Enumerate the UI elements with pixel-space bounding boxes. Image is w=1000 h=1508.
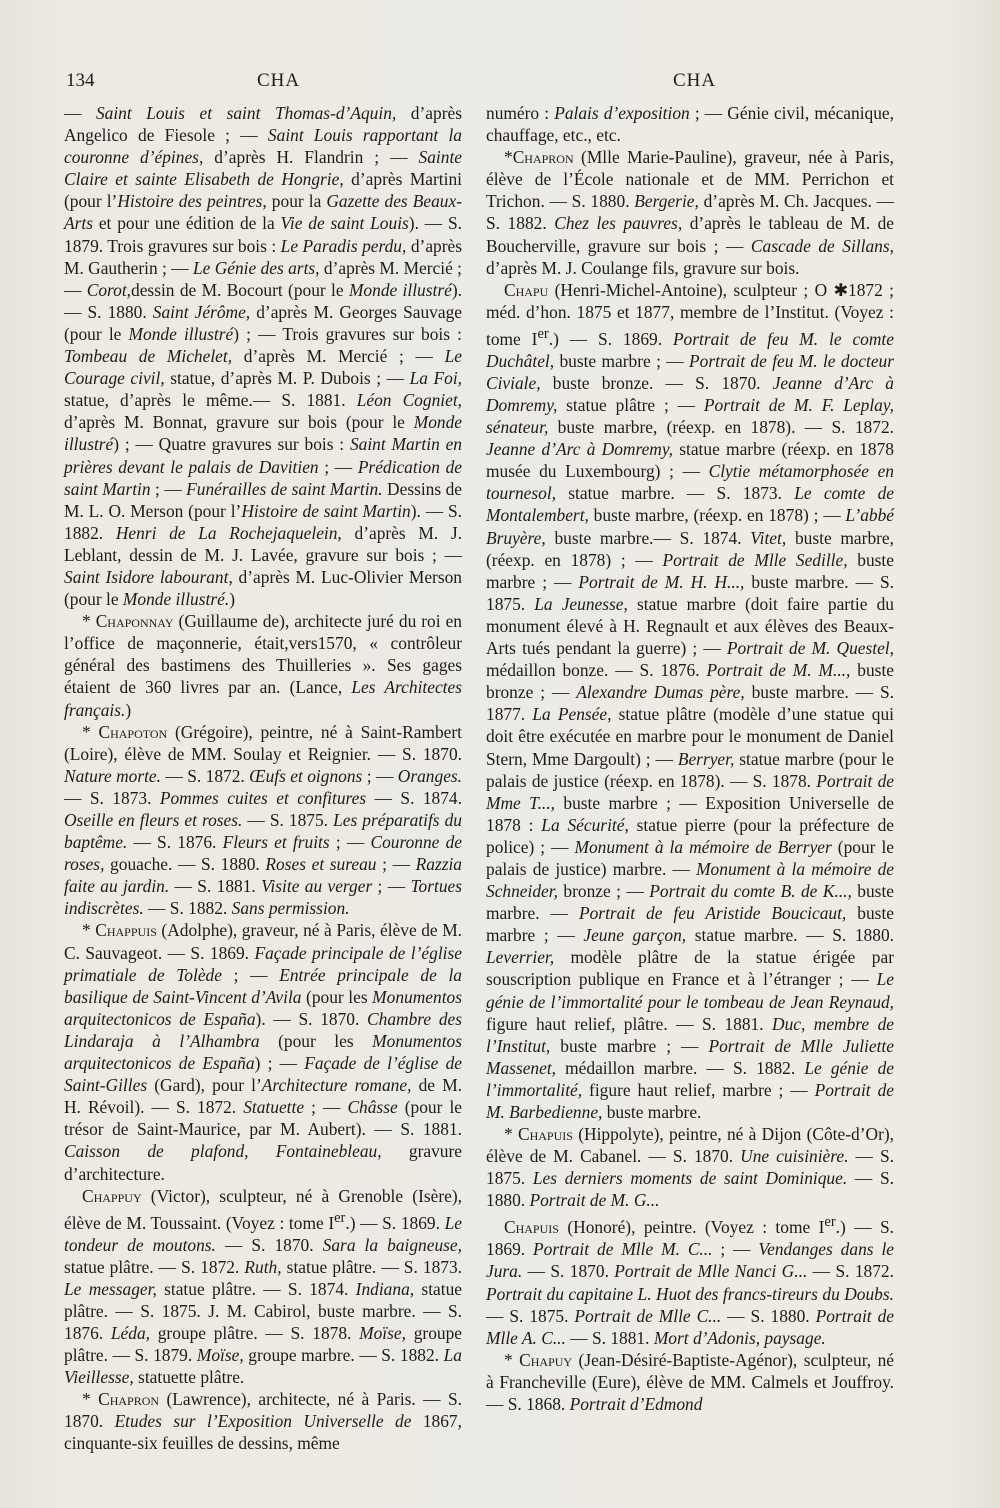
entry-paragraph: Chapu (Henri-Michel-Antoine), sculpteur ; O ✱1872 ; méd. d’hon. 1875 et 1877, membre de l’Institut. (Voyez : tome Ier.) — S. 1869. Portrait de feu M. le comte Duchâtel, buste marbre ; — Portrait de feu M. le docteur Civiale, buste bronze. — S. 1870. Jeanne d’Arc à Domremy, statue plâtre ; — Portrait de M. F. Leplay, sénateur, buste marbre, (réexp. en 1878). — S. 1872. Jeanne d’Arc à Domremy, statue marbre (réexp. en 1878 musée du Luxembourg) ; — Clytie métamorphosée en tournesol, statue marbre. — S. 1873. Le comte de Montalembert, buste marbre, (réexp. en 1878) ; — L’abbé Bruyère, buste marbre.— S. 1874. Vitet, buste marbre, (réexp. en 1878) ; — Portrait de Mlle Sedille, buste marbre ; — Portrait de M. H. H..., buste marbre. — S. 1875. La Jeunesse, statue marbre (doit faire partie du monument élevé à H. Regnault et aux élèves des Beaux-Arts tués pendant la guerre) ; — Portrait de M. Questel, médaillon bonze. — S. 1876. Portrait de M. M..., buste bronze ; — Alexandre Dumas père, buste marbre. — S. 1877. La Pensée, statue plâtre (modèle d’une statue qui doit être exécutée en marbre pour le monument de Daniel Stern, Mme Dargoult) ; — Berryer, statue marbre (pour le palais de justice (réexp. en 1878). — S. 1878. Portrait de Mme T..., buste marbre ; — Exposition Universelle de 1878 : La Sécurité, statue pierre (pour la préfecture de police) ; — Monument à la mémoire de Berryer (pour le palais de justice) marbre. — Monument à la mémoire de Schneider, bronze ; — Portrait du comte B. de K..., buste marbre. — Portrait de feu Aristide Boucicaut, buste marbre ; — Jeune garçon, statue marbre. — S. 1880. Leverrier, modèle plâtre de la statue érigée par souscription publique en France et à l’étranger ; — Le génie de l’immortalité pour le tombeau de Jean Reynaud, figure haut relief, plâtre. — S. 1881. Duc, membre de l’Institut, buste marbre ; — Portrait de Mlle Juliette Massenet, médaillon marbre. — S. 1882. Le génie de l’immortalité, figure haut relief, marbre ; — Portrait de M. Barbedienne, buste marbre. [486, 279, 895, 1123]
entry-paragraph: * Chapuy (Jean-Désiré-Baptiste-Agénor), sculpteur, né à Francheville (Eure), élève de MM. Calmels et Jouffroy. — S. 1868. Portrait d’Edmond [486, 1349, 894, 1415]
entry-paragraph: — Saint Louis et saint Thomas-d’Aquin, d’après Angelico de Fiesole ; — Saint Louis rapportant la couronne d’épines, d’après H. Flandrin ; — Sainte Claire et sainte Elisabeth de Hongrie, d’après Martini (pour l’Histoire des peintres, pour la Gazette des Beaux-Arts et pour une édition de la Vie de saint Louis). — S. 1879. Trois gravures sur bois : Le Paradis perdu, d’après M. Gautherin ; — Le Génie des arts, d’après M. Mercié ; — Corot,dessin de M. Bocourt (pour le Monde illustré). — S. 1880. Saint Jérôme, d’après M. Georges Sauvage (pour le Monde illustré) ; — Trois gravures sur bois : Tombeau de Michelet, d’après M. Mercié ; — Le Courage civil, statue, d’après M. P. Dubois ; — La Foi, statue, d’après le même.— S. 1881. Léon Cogniet, d’après M. Bonnat, gravure sur bois (pour le Monde illustré) ; — Quatre gravures sur bois : Saint Martin en prières devant le palais de Davitien ; — Prédication de saint Martin ; — Funérailles de saint Martin. Dessins de M. L. O. Merson (pour l’Histoire de saint Martin). — S. 1882. Henri de La Rochejaquelein, d’après M. J. Leblant, dessin de M. J. Lavée, gravure sur bois ; — Saint Isidore labourant, d’après M. Luc-Olivier Merson (pour le Monde illustré.) [64, 103, 463, 610]
running-head [66, 70, 956, 98]
entry-paragraph: * Chappuis (Adolphe), graveur, né à Paris, élève de M. C. Sauvageot. — S. 1869. Façade principale de l’église primatiale de Tolède ; — Entrée principale de la basilique de Saint-Vincent d’Avila (pour les Monumentos arquitectonicos de España). — S. 1870. Chambre des Lindaraja à l’Alhambra (pour les Monumentos arquitectonicos de España) ; — Façade de l’église de Saint-Gilles (Gard), pour l’Architecture romane, de M. H. Révoil). — S. 1872. Statuette ; — Châsse (pour le trésor de Saint-Maurice, par M. Aubert). — S. 1881. Caisson de plafond, Fontainebleau, gravure d’architecture. [64, 920, 463, 1184]
running-head-right: CHA [673, 70, 717, 91]
entry-paragraph: *Chapron (Mlle Marie-Pauline), graveur, née à Paris, élève de l’École nationale et de MM. Perrichon et Trichon. — S. 1880. Bergerie, d’après M. Ch. Jacques. — S. 1882. Chez les pauvres, d’après le tableau de M. de Boucherville, gravure sur bois ; — Cascade de Sillans, d’après M. J. Coulange fils, gravure sur bois. [486, 147, 895, 278]
right-column [486, 102, 894, 1415]
entry-paragraph: * Chaponnay (Guillaume de), architecte juré du roi en l’office de maçonnerie, était,vers1570, « contrôleur général des bastimens des Thuilleries ». Ses gages étaient de 360 livres par an. (Lance, Les Architectes français.) [64, 611, 463, 720]
entry-paragraph: * Chapoton (Grégoire), peintre, né à Saint-Rambert (Loire), élève de MM. Soulay et Reignier. — S. 1870. Nature morte. — S. 1872. Œufs et oignons ; — Oranges. — S. 1873. Pommes cuites et confitures — S. 1874. Oseille en fleurs et roses. — S. 1875. Les préparatifs du baptême. — S. 1876. Fleurs et fruits ; — Couronne de roses, gouache. — S. 1880. Roses et sureau ; — Razzia faite au jardin. — S. 1881. Visite au verger ; — Tortues indiscrètes. — S. 1882. Sans permission. [64, 721, 463, 919]
page-number: 134 [66, 70, 95, 91]
left-column [64, 102, 462, 1455]
entry-paragraph: Chappuy (Victor), sculpteur, né à Grenoble (Isère), élève de M. Toussaint. (Voyez : tome Ier.) — S. 1869. Le tondeur de moutons. — S. 1870. Sara la baigneuse, statue plâtre. — S. 1872. Ruth, statue plâtre. — S. 1873. Le messager, statue plâtre. — S. 1874. Indiana, statue plâtre. — S. 1875. J. M. Cabirol, buste marbre. — S. 1876. Léda, groupe plâtre. — S. 1878. Moïse, groupe plâtre. — S. 1879. Moïse, groupe marbre. — S. 1882. La Vieillesse, statuette plâtre. [64, 1185, 463, 1388]
entry-paragraph: * Chapron (Lawrence), architecte, né à Paris. — S. 1870. Etudes sur l’Exposition Universelle de 1867, cinquante-six feuilles de dessins, même [64, 1389, 462, 1454]
entry-paragraph: Chapuis (Honoré), peintre. (Voyez : tome Ier.) — S. 1869. Portrait de Mlle M. C... ; — Vendanges dans le Jura. — S. 1870. Portrait de Mlle Nanci G... — S. 1872. Portrait du capitaine L. Huot des francs-tireurs du Doubs. — S. 1875. Portrait de Mlle C... — S. 1880. Portrait de Mlle A. C... — S. 1881. Mort d’Adonis, paysage. [486, 1214, 895, 1348]
running-head-left: CHA [257, 70, 301, 91]
entry-paragraph: numéro : Palais d’exposition ; — Génie civil, mécanique, chauffage, etc., etc. [486, 103, 894, 146]
entry-paragraph: * Chapuis (Hippolyte), peintre, né à Dijon (Côte-d’Or), élève de M. Cabanel. — S. 1870. Une cuisinière. — S. 1875. Les derniers moments de saint Dominique. — S. 1880. Portrait de M. G... [486, 1124, 895, 1211]
